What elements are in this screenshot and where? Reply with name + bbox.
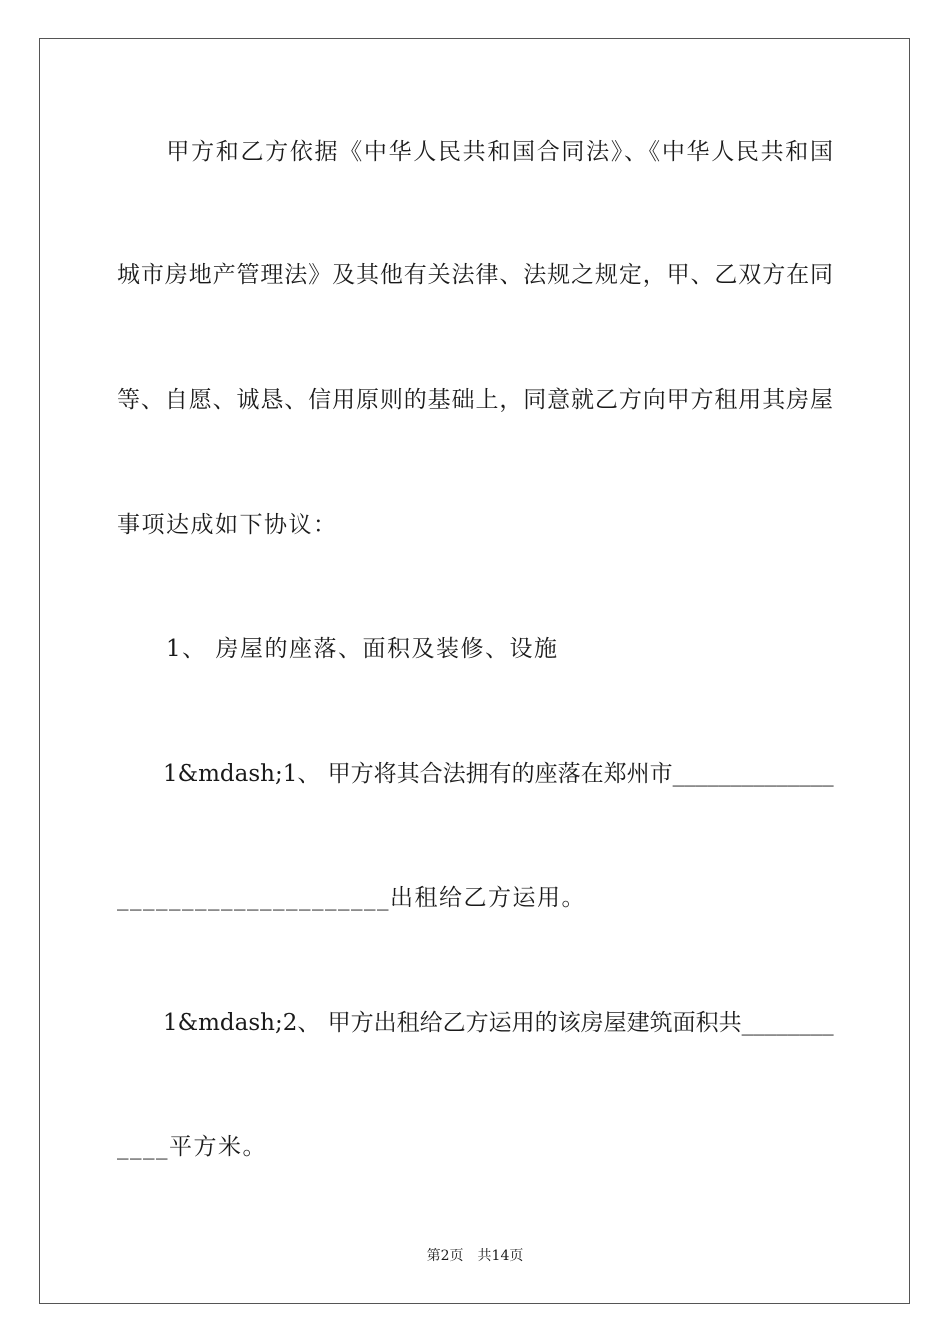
section-heading-1: 1、 房屋的座落、面积及装修、设施: [117, 636, 559, 662]
page-border: [39, 38, 910, 1304]
clause-1-1-line-2: _____________________出租给乙方运用。: [117, 885, 586, 911]
body-line-1: 甲方和乙方依据《中华人民共和国合同法》、《中华人民共和国: [117, 139, 833, 165]
page-number: 第2页 共14页: [426, 1248, 524, 1264]
clause-1-1-line-1: 1&mdash;1、 甲方将其合法拥有的座落在郑州市______________: [117, 761, 834, 787]
clause-1-2-line-1: 1&mdash;2、 甲方出租给乙方运用的该房屋建筑面积共________: [117, 1010, 834, 1036]
clause-1-2-line-2: ____平方米。: [117, 1134, 267, 1160]
body-line-3: 等、自愿、诚恳、信用原则的基础上，同意就乙方向甲方租用其房屋: [117, 387, 833, 413]
body-line-2: 城市房地产管理法》及其他有关法律、法规之规定，甲、乙双方在同: [117, 262, 833, 288]
body-line-4: 事项达成如下协议：: [117, 512, 338, 538]
